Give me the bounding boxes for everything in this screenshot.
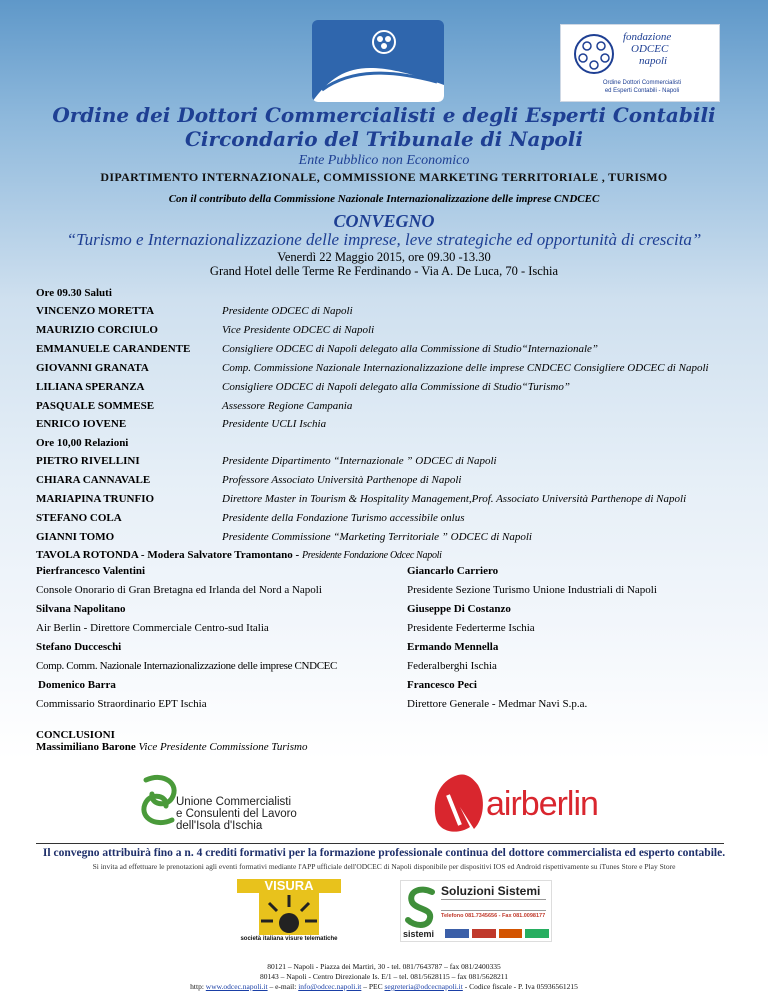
speaker-role: Consigliere ODCEC di Napoli delegato alla Commissione di Studio“Internazionale” bbox=[222, 343, 599, 355]
panelist-name: Domenico Barra bbox=[38, 679, 116, 691]
conclusioni-heading: CONCLUSIONI bbox=[36, 729, 115, 741]
footer-pec-prefix: – PEC bbox=[361, 982, 385, 991]
speaker-name: EMMANUELE CARANDENTE bbox=[36, 343, 191, 355]
panelist-role: Federalberghi Ischia bbox=[407, 660, 497, 672]
panelist-name: Stefano Ducceschi bbox=[36, 641, 122, 653]
ucli-logo bbox=[136, 770, 336, 840]
org-subtitle: Ente Pubblico non Economico bbox=[298, 153, 470, 168]
visura-caption: società italiana visure telematiche bbox=[240, 936, 338, 942]
event-theme: “Turismo e Internazionalizzazione delle imprese, leve strategiche ed opportunità di crescita” bbox=[66, 230, 702, 249]
odcec-logo bbox=[312, 20, 444, 102]
panelist-role: Air Berlin - Direttore Commerciale Centro-sud Italia bbox=[36, 622, 269, 634]
speaker-role: Professore Associato Università Parthenope di Napoli bbox=[222, 474, 462, 486]
conclusioni-line bbox=[36, 741, 307, 753]
speaker-name: MAURIZIO CORCIULO bbox=[36, 324, 158, 336]
footer-tax-code: - Codice fiscale - P. Iva 05936561215 bbox=[462, 982, 578, 991]
footer-line-2: 80143 – Napoli - Centro Direzionale Is. E/1 – tel. 081/5628115 – fax 081/5628211 bbox=[260, 972, 508, 981]
soluzioni-sistemi-logo bbox=[400, 880, 552, 942]
panelist-role: Presidente Sezione Turismo Unione Industriali di Napoli bbox=[407, 584, 657, 596]
speaker-role: Presidente ODCEC di Napoli bbox=[222, 305, 353, 317]
fondazione-caption-1: Ordine Dottori Commercialisti bbox=[602, 80, 682, 86]
fondazione-word: fondazione bbox=[623, 31, 672, 43]
speaker-name: PIETRO RIVELLINI bbox=[36, 455, 140, 467]
panelist-name: Giuseppe Di Costanzo bbox=[407, 603, 511, 615]
speaker-role: Presidente della Fondazione Turismo accessibile onlus bbox=[222, 512, 465, 524]
speaker-role: Presidente Commissione “Marketing Territoriale ” ODCEC di Napoli bbox=[222, 531, 532, 543]
speaker-name: ENRICO IOVENE bbox=[36, 418, 127, 430]
speaker-role: Consigliere ODCEC di Napoli delegato alla Commissione di Studio“Turismo” bbox=[222, 381, 570, 393]
fondazione-caption-2: ed Esperti Contabili - Napoli bbox=[604, 88, 680, 94]
conclusioni-role: Vice Presidente Commissione Turismo bbox=[138, 741, 308, 753]
sistemi-partner-strip bbox=[445, 929, 549, 938]
sistemi-phone: Telefono 081.7345656 - Fax 081.0098177 bbox=[441, 913, 546, 919]
event-label: CONVEGNO bbox=[333, 211, 435, 231]
contribution-line: Con il contributo della Commissione Nazionale Internazionalizzazione delle imprese CNDCEC bbox=[168, 193, 600, 205]
speaker-role: Presidente UCLI Ischia bbox=[222, 418, 327, 430]
speaker-name: LILIANA SPERANZA bbox=[36, 381, 145, 393]
sistemi-brand: sistemi bbox=[403, 929, 435, 939]
panelist-role: Presidente Federterme Ischia bbox=[407, 622, 535, 634]
speaker-name: VINCENZO MORETTA bbox=[36, 305, 155, 317]
speaker-name: GIANNI TOMO bbox=[36, 531, 115, 543]
panelist-name: Giancarlo Carriero bbox=[407, 565, 499, 577]
airberlin-wordmark: airberlin bbox=[486, 785, 598, 823]
footer bbox=[0, 962, 768, 992]
odcec-word: ODCEC bbox=[631, 43, 669, 55]
speaker-name: GIOVANNI GRANATA bbox=[36, 362, 149, 374]
department-line: DIPARTIMENTO INTERNAZIONALE, COMMISSIONE MARKETING TERRITORIALE , TURISMO bbox=[100, 170, 668, 184]
speaker-role: Vice Presidente ODCEC di Napoli bbox=[222, 324, 375, 336]
ucli-line-2: e Consulenti del Lavoro bbox=[176, 808, 297, 820]
speaker-role: Presidente Dipartimento “Internazionale ” ODCEC di Napoli bbox=[222, 455, 497, 467]
pec-link[interactable]: segreteria@odcecnapoli.it bbox=[384, 982, 463, 991]
ucli-line-3: dell'Isola d'Ischia bbox=[176, 820, 263, 832]
tavola-rotonda-heading bbox=[36, 549, 442, 561]
credits-notice: Il convegno attribuirà fino a n. 4 crediti formativi per la formazione professionale continua del dottore commercialista ed esperto contabile. bbox=[42, 847, 726, 859]
saluti-heading: Ore 09.30 Saluti bbox=[36, 287, 112, 299]
speaker-name: PASQUALE SOMMESE bbox=[36, 400, 155, 412]
org-title-1: Ordine dei Dottori Commercialisti e degli Esperti Contabili bbox=[52, 103, 716, 127]
panelist-name: Silvana Napolitano bbox=[36, 603, 126, 615]
tavola-title: TAVOLA ROTONDA - Modera Salvatore Tramontano - bbox=[36, 549, 300, 561]
relazioni-heading: Ore 10,00 Relazioni bbox=[36, 437, 129, 449]
panelist-name: Pierfrancesco Valentini bbox=[36, 565, 146, 577]
org-title-2: Circondario del Tribunale di Napoli bbox=[185, 127, 583, 151]
speaker-role: Direttore Master in Tourism & Hospitality Management,Prof. Associato Università Parthenope di Napoli bbox=[222, 493, 687, 505]
email-link[interactable]: info@odcec.napoli.it bbox=[298, 982, 362, 991]
conclusioni-name: Massimiliano Barone bbox=[36, 741, 136, 753]
sun-icon bbox=[259, 893, 319, 935]
speaker-name: STEFANO COLA bbox=[36, 512, 122, 524]
footer-line-1: 80121 – Napoli - Piazza dei Martiri, 30 - tel. 081/7643787 – fax 081/2400335 bbox=[267, 962, 501, 971]
sistemi-s-icon bbox=[404, 886, 438, 930]
event-venue: Grand Hotel delle Terme Re Ferdinando - Via A. De Luca, 70 - Ischia bbox=[209, 264, 559, 278]
ucli-line-1: Unione Commercialisti bbox=[176, 796, 292, 808]
panelist-role: Commissario Straordinario EPT Ischia bbox=[36, 698, 207, 710]
napoli-word: napoli bbox=[639, 55, 668, 67]
divider bbox=[36, 843, 724, 844]
speaker-role: Assessore Regione Campania bbox=[222, 400, 353, 412]
sistemi-title: Soluzioni Sistemi bbox=[441, 884, 541, 898]
speaker-name: MARIAPINA TRUNFIO bbox=[36, 493, 155, 505]
panelist-role: Direttore Generale - Medmar Navi S.p.a. bbox=[407, 698, 588, 710]
panelist-role: Comp. Comm. Nazionale Internazionalizzazione delle imprese CNDCEC bbox=[36, 660, 338, 672]
globe-icon bbox=[569, 31, 619, 77]
airberlin-logo bbox=[430, 773, 630, 837]
visura-wordmark: VISURA bbox=[237, 879, 341, 893]
panelist-role: Console Onorario di Gran Bretagna ed Irlanda del Nord a Napoli bbox=[36, 584, 322, 596]
website-link[interactable]: www.odcec.napoli.it bbox=[205, 982, 268, 991]
airberlin-mark-icon bbox=[430, 773, 486, 835]
panelist-name: Francesco Peci bbox=[407, 679, 477, 691]
panelist-name: Ermando Mennella bbox=[407, 641, 499, 653]
footer-mail-prefix: – e-mail: bbox=[267, 982, 299, 991]
footer-line-3 bbox=[0, 982, 768, 992]
fondazione-odcec-logo bbox=[560, 24, 720, 102]
speaker-role: Comp. Commissione Nazionale Internazionalizzazione delle imprese CNDCEC Consigliere ODCEC di Napoli bbox=[222, 362, 709, 374]
app-notice: Si invita ad effettuare le prenotazioni agli eventi formativi mediante l'APP ufficiale dell'ODCEC di Napoli disponibile per dispositivi IOS ed Android rispettivamente su iTunes Store e Play Store bbox=[92, 862, 676, 871]
sistemi-address-lines bbox=[441, 899, 546, 911]
speaker-name: CHIARA CANNAVALE bbox=[36, 474, 151, 486]
visura-logo bbox=[237, 879, 341, 945]
footer-http-prefix: http: bbox=[190, 982, 206, 991]
moderator-role: Presidente Fondazione Odcec Napoli bbox=[301, 550, 442, 561]
event-date: Venerdì 22 Maggio 2015, ore 09.30 -13.30 bbox=[277, 250, 491, 264]
